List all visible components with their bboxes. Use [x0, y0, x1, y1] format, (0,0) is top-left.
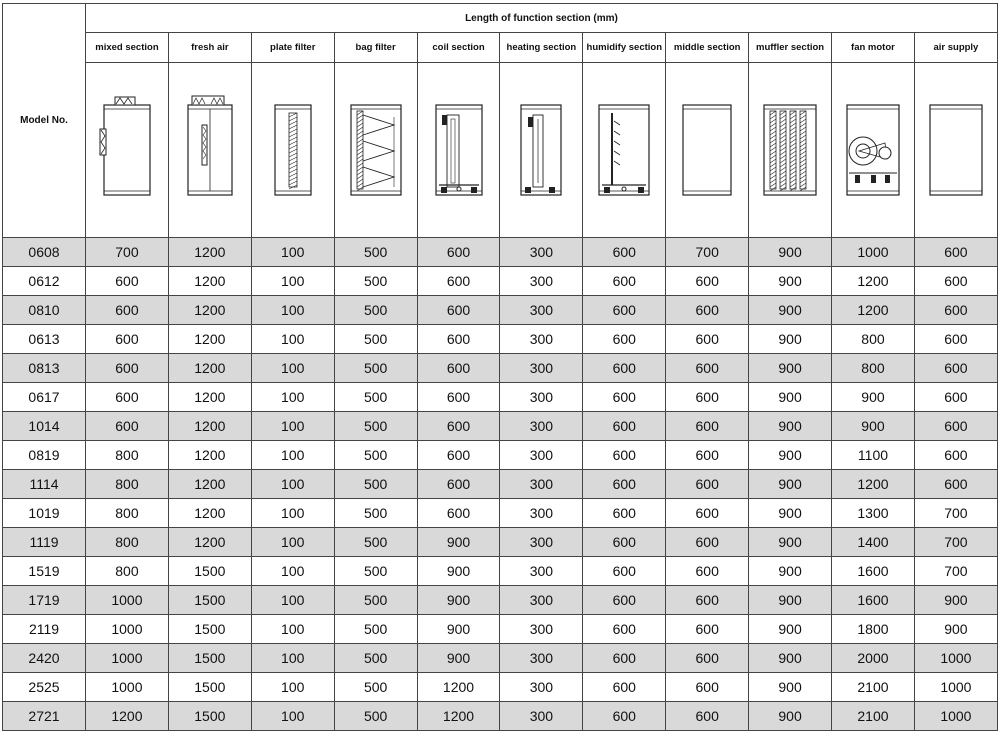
- value-cell: 300: [500, 557, 583, 586]
- value-cell: 600: [583, 441, 666, 470]
- value-cell: 700: [914, 528, 997, 557]
- value-cell: 1200: [417, 702, 500, 731]
- value-cell: 600: [86, 267, 169, 296]
- value-cell: 500: [334, 325, 417, 354]
- value-cell: 600: [666, 644, 749, 673]
- table-row: [3, 586, 998, 615]
- value-cell: 900: [749, 673, 832, 702]
- value-cell: 1600: [832, 557, 915, 586]
- value-cell: 600: [583, 673, 666, 702]
- value-cell: 600: [583, 383, 666, 412]
- value-cell: 600: [583, 644, 666, 673]
- value-cell: 700: [914, 499, 997, 528]
- value-cell: 600: [417, 383, 500, 412]
- value-cell: 700: [914, 557, 997, 586]
- value-cell: 600: [914, 238, 997, 267]
- model-cell: 0608: [3, 238, 86, 267]
- value-cell: 300: [500, 528, 583, 557]
- value-cell: 100: [251, 673, 334, 702]
- value-cell: 500: [334, 267, 417, 296]
- value-cell: 300: [500, 383, 583, 412]
- fan-motor-icon: [843, 63, 903, 237]
- section-diagram-cell: [749, 63, 832, 238]
- value-cell: 900: [417, 528, 500, 557]
- value-cell: 100: [251, 557, 334, 586]
- model-cell: 1519: [3, 557, 86, 586]
- value-cell: 600: [583, 586, 666, 615]
- value-cell: 600: [583, 528, 666, 557]
- plate-filter-icon: [263, 63, 323, 237]
- value-cell: 1200: [168, 296, 251, 325]
- model-cell: 2525: [3, 673, 86, 702]
- humidify-section-icon: [594, 63, 654, 237]
- column-header: fresh air: [168, 33, 251, 63]
- muffler-section-icon: [760, 63, 820, 237]
- table-row: [3, 644, 998, 673]
- value-cell: 100: [251, 586, 334, 615]
- value-cell: 900: [749, 238, 832, 267]
- value-cell: 600: [666, 267, 749, 296]
- value-cell: 300: [500, 586, 583, 615]
- value-cell: 900: [832, 412, 915, 441]
- value-cell: 1000: [86, 586, 169, 615]
- table-row: [3, 238, 998, 267]
- value-cell: 900: [417, 644, 500, 673]
- value-cell: 100: [251, 238, 334, 267]
- table-row: [3, 702, 998, 731]
- value-cell: 500: [334, 470, 417, 499]
- value-cell: 600: [583, 702, 666, 731]
- value-cell: 900: [417, 586, 500, 615]
- section-diagram-cell: [417, 63, 500, 238]
- value-cell: 1200: [168, 383, 251, 412]
- mixed-section-icon: [97, 63, 157, 237]
- value-cell: 1800: [832, 615, 915, 644]
- section-diagram-cell: [914, 63, 997, 238]
- value-cell: 600: [666, 441, 749, 470]
- value-cell: 600: [583, 499, 666, 528]
- section-diagram-cell: [583, 63, 666, 238]
- table-row: [3, 499, 998, 528]
- value-cell: 900: [749, 702, 832, 731]
- model-cell: 0617: [3, 383, 86, 412]
- value-cell: 1200: [168, 267, 251, 296]
- value-cell: 900: [832, 383, 915, 412]
- value-cell: 1300: [832, 499, 915, 528]
- value-cell: 1000: [914, 702, 997, 731]
- value-cell: 100: [251, 383, 334, 412]
- value-cell: 600: [583, 296, 666, 325]
- section-diagram-cell: [86, 63, 169, 238]
- value-cell: 600: [666, 528, 749, 557]
- value-cell: 600: [666, 586, 749, 615]
- table-row: [3, 557, 998, 586]
- value-cell: 600: [666, 412, 749, 441]
- model-cell: 1014: [3, 412, 86, 441]
- value-cell: 800: [86, 470, 169, 499]
- value-cell: 600: [666, 673, 749, 702]
- column-header: coil section: [417, 33, 500, 63]
- value-cell: 2100: [832, 702, 915, 731]
- model-cell: 0613: [3, 325, 86, 354]
- value-cell: 300: [500, 499, 583, 528]
- value-cell: 1200: [168, 441, 251, 470]
- value-cell: 100: [251, 470, 334, 499]
- air-supply-icon: [926, 63, 986, 237]
- value-cell: 1600: [832, 586, 915, 615]
- value-cell: 600: [86, 354, 169, 383]
- table-row: [3, 673, 998, 702]
- value-cell: 100: [251, 499, 334, 528]
- value-cell: 300: [500, 673, 583, 702]
- value-cell: 600: [583, 615, 666, 644]
- value-cell: 900: [749, 267, 832, 296]
- value-cell: 1500: [168, 586, 251, 615]
- section-diagram-cell: [251, 63, 334, 238]
- value-cell: 600: [914, 296, 997, 325]
- value-cell: 600: [583, 267, 666, 296]
- value-cell: 700: [666, 238, 749, 267]
- value-cell: 900: [417, 557, 500, 586]
- column-header: bag filter: [334, 33, 417, 63]
- table-row: [3, 412, 998, 441]
- coil-section-icon: [429, 63, 489, 237]
- value-cell: 1200: [168, 499, 251, 528]
- value-cell: 900: [749, 412, 832, 441]
- value-cell: 1200: [168, 412, 251, 441]
- section-diagram-cell: [666, 63, 749, 238]
- group-title: Length of function section (mm): [86, 4, 998, 33]
- value-cell: 700: [86, 238, 169, 267]
- value-cell: 500: [334, 586, 417, 615]
- value-cell: 100: [251, 441, 334, 470]
- value-cell: 500: [334, 441, 417, 470]
- model-cell: 0813: [3, 354, 86, 383]
- value-cell: 300: [500, 296, 583, 325]
- value-cell: 600: [86, 325, 169, 354]
- value-cell: 600: [666, 325, 749, 354]
- value-cell: 500: [334, 238, 417, 267]
- value-cell: 1200: [168, 238, 251, 267]
- value-cell: 800: [832, 325, 915, 354]
- value-cell: 900: [749, 296, 832, 325]
- value-cell: 500: [334, 557, 417, 586]
- value-cell: 300: [500, 702, 583, 731]
- value-cell: 900: [749, 557, 832, 586]
- value-cell: 600: [914, 412, 997, 441]
- value-cell: 2100: [832, 673, 915, 702]
- value-cell: 600: [417, 354, 500, 383]
- value-cell: 500: [334, 702, 417, 731]
- value-cell: 1200: [417, 673, 500, 702]
- value-cell: 100: [251, 528, 334, 557]
- value-cell: 900: [417, 615, 500, 644]
- value-cell: 100: [251, 702, 334, 731]
- value-cell: 600: [417, 325, 500, 354]
- value-cell: 600: [417, 238, 500, 267]
- value-cell: 600: [914, 383, 997, 412]
- value-cell: 1200: [168, 325, 251, 354]
- value-cell: 500: [334, 296, 417, 325]
- model-cell: 2119: [3, 615, 86, 644]
- value-cell: 300: [500, 412, 583, 441]
- column-header: heating section: [500, 33, 583, 63]
- value-cell: 1000: [86, 615, 169, 644]
- value-cell: 600: [666, 383, 749, 412]
- value-cell: 1500: [168, 644, 251, 673]
- value-cell: 900: [749, 586, 832, 615]
- value-cell: 300: [500, 470, 583, 499]
- value-cell: 500: [334, 644, 417, 673]
- value-cell: 1200: [168, 470, 251, 499]
- value-cell: 900: [749, 325, 832, 354]
- model-cell: 1019: [3, 499, 86, 528]
- value-cell: 900: [749, 615, 832, 644]
- column-header: plate filter: [251, 33, 334, 63]
- value-cell: 900: [914, 586, 997, 615]
- value-cell: 1500: [168, 673, 251, 702]
- column-header: fan motor: [832, 33, 915, 63]
- section-diagram-cell: [832, 63, 915, 238]
- model-cell: 2420: [3, 644, 86, 673]
- value-cell: 600: [666, 499, 749, 528]
- value-cell: 1000: [914, 644, 997, 673]
- value-cell: 900: [749, 644, 832, 673]
- value-cell: 500: [334, 499, 417, 528]
- value-cell: 900: [749, 383, 832, 412]
- value-cell: 600: [914, 441, 997, 470]
- model-no-header: Model No.: [3, 4, 86, 238]
- bag-filter-icon: [346, 63, 406, 237]
- value-cell: 600: [583, 354, 666, 383]
- section-diagram-cell: [334, 63, 417, 238]
- value-cell: 1200: [86, 702, 169, 731]
- value-cell: 600: [666, 615, 749, 644]
- value-cell: 100: [251, 267, 334, 296]
- heating-section-icon: [511, 63, 571, 237]
- table-row: [3, 354, 998, 383]
- value-cell: 600: [86, 296, 169, 325]
- value-cell: 600: [417, 296, 500, 325]
- value-cell: 300: [500, 441, 583, 470]
- value-cell: 900: [749, 441, 832, 470]
- model-cell: 0819: [3, 441, 86, 470]
- value-cell: 500: [334, 528, 417, 557]
- value-cell: 1100: [832, 441, 915, 470]
- column-header: muffler section: [749, 33, 832, 63]
- value-cell: 1000: [832, 238, 915, 267]
- section-diagram-cell: [500, 63, 583, 238]
- table-row: [3, 267, 998, 296]
- model-cell: 1119: [3, 528, 86, 557]
- middle-section-icon: [677, 63, 737, 237]
- value-cell: 900: [749, 499, 832, 528]
- model-cell: 1719: [3, 586, 86, 615]
- value-cell: 100: [251, 296, 334, 325]
- value-cell: 600: [86, 383, 169, 412]
- value-cell: 600: [666, 470, 749, 499]
- value-cell: 800: [86, 557, 169, 586]
- column-header: mixed section: [86, 33, 169, 63]
- table-row: [3, 325, 998, 354]
- table-row: [3, 470, 998, 499]
- value-cell: 100: [251, 354, 334, 383]
- table-row: [3, 615, 998, 644]
- value-cell: 100: [251, 644, 334, 673]
- value-cell: 800: [86, 528, 169, 557]
- model-cell: 1114: [3, 470, 86, 499]
- value-cell: 600: [666, 557, 749, 586]
- value-cell: 600: [914, 470, 997, 499]
- model-cell: 0612: [3, 267, 86, 296]
- value-cell: 300: [500, 644, 583, 673]
- value-cell: 500: [334, 354, 417, 383]
- value-cell: 600: [914, 354, 997, 383]
- value-cell: 600: [666, 702, 749, 731]
- value-cell: 300: [500, 354, 583, 383]
- value-cell: 300: [500, 238, 583, 267]
- value-cell: 500: [334, 383, 417, 412]
- value-cell: 1200: [832, 267, 915, 296]
- value-cell: 100: [251, 615, 334, 644]
- value-cell: 1500: [168, 702, 251, 731]
- table-row: [3, 528, 998, 557]
- table-row: [3, 296, 998, 325]
- value-cell: 600: [914, 325, 997, 354]
- value-cell: 600: [86, 412, 169, 441]
- fresh-air-icon: [180, 63, 240, 237]
- value-cell: 800: [86, 499, 169, 528]
- column-header: humidify section: [583, 33, 666, 63]
- value-cell: 2000: [832, 644, 915, 673]
- value-cell: 600: [914, 267, 997, 296]
- model-cell: 2721: [3, 702, 86, 731]
- table-row: [3, 441, 998, 470]
- value-cell: 100: [251, 325, 334, 354]
- section-length-table: [2, 3, 998, 731]
- value-cell: 600: [417, 470, 500, 499]
- value-cell: 300: [500, 325, 583, 354]
- value-cell: 600: [583, 412, 666, 441]
- value-cell: 600: [417, 412, 500, 441]
- value-cell: 900: [749, 528, 832, 557]
- value-cell: 300: [500, 615, 583, 644]
- column-header: air supply: [914, 33, 997, 63]
- value-cell: 300: [500, 267, 583, 296]
- column-header: middle section: [666, 33, 749, 63]
- table-row: [3, 383, 998, 412]
- value-cell: 600: [583, 325, 666, 354]
- value-cell: 500: [334, 412, 417, 441]
- value-cell: 900: [749, 354, 832, 383]
- value-cell: 500: [334, 673, 417, 702]
- value-cell: 800: [832, 354, 915, 383]
- value-cell: 600: [583, 470, 666, 499]
- value-cell: 800: [86, 441, 169, 470]
- value-cell: 1500: [168, 615, 251, 644]
- value-cell: 900: [914, 615, 997, 644]
- value-cell: 900: [749, 470, 832, 499]
- value-cell: 600: [417, 267, 500, 296]
- value-cell: 1000: [86, 673, 169, 702]
- value-cell: 1400: [832, 528, 915, 557]
- value-cell: 100: [251, 412, 334, 441]
- value-cell: 1200: [168, 528, 251, 557]
- value-cell: 600: [583, 238, 666, 267]
- value-cell: 1000: [914, 673, 997, 702]
- value-cell: 1500: [168, 557, 251, 586]
- value-cell: 1200: [832, 470, 915, 499]
- value-cell: 1200: [832, 296, 915, 325]
- value-cell: 600: [666, 354, 749, 383]
- value-cell: 600: [417, 441, 500, 470]
- model-cell: 0810: [3, 296, 86, 325]
- value-cell: 600: [583, 557, 666, 586]
- value-cell: 600: [417, 499, 500, 528]
- section-diagram-cell: [168, 63, 251, 238]
- value-cell: 500: [334, 615, 417, 644]
- value-cell: 600: [666, 296, 749, 325]
- value-cell: 1000: [86, 644, 169, 673]
- value-cell: 1200: [168, 354, 251, 383]
